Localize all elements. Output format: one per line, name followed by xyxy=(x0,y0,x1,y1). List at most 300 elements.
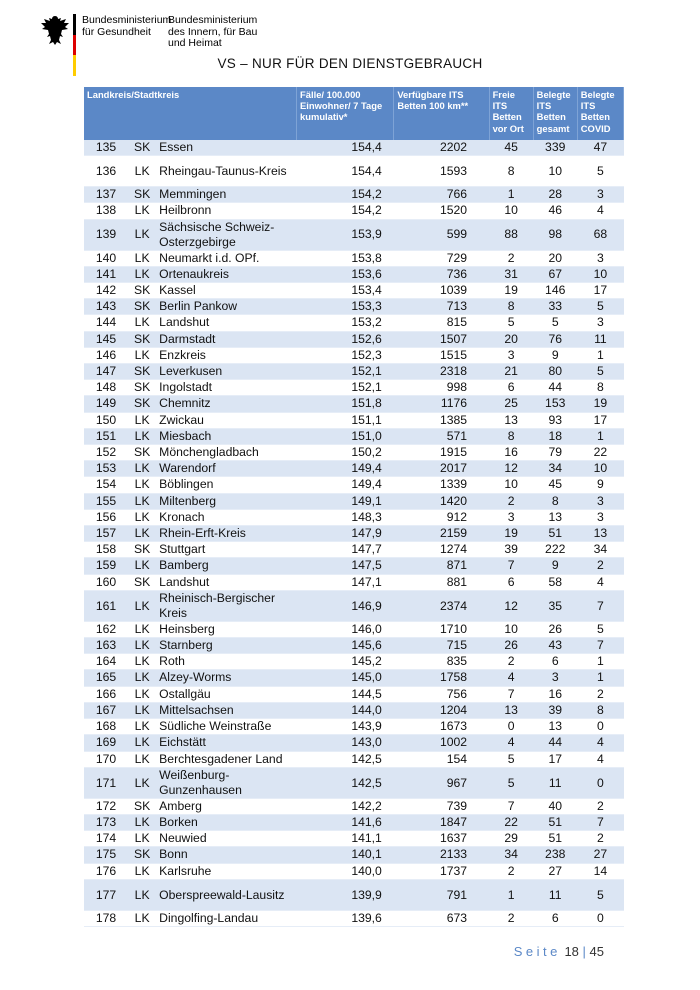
row-its-occupied: 13 xyxy=(533,719,577,735)
row-district: Darmstadt xyxy=(156,331,296,347)
table-row xyxy=(84,702,624,718)
row-its-free: 10 xyxy=(489,203,533,219)
row-its-available: 1507 xyxy=(394,331,489,347)
row-type: LK xyxy=(128,477,156,493)
row-its-free: 12 xyxy=(489,590,533,621)
page-footer xyxy=(514,944,604,959)
row-its-free: 88 xyxy=(489,219,533,250)
row-type: LK xyxy=(128,767,156,798)
row-its-occupied: 43 xyxy=(533,638,577,654)
row-type: SK xyxy=(128,574,156,590)
table-row xyxy=(84,187,624,203)
row-its-available: 998 xyxy=(394,380,489,396)
table-header-row xyxy=(84,87,624,140)
row-district: Südliche Weinstraße xyxy=(156,719,296,735)
row-district: Starnberg xyxy=(156,638,296,654)
row-type: LK xyxy=(128,670,156,686)
row-its-free: 45 xyxy=(489,140,533,156)
row-its-free: 29 xyxy=(489,831,533,847)
row-cases: 144,5 xyxy=(297,686,394,702)
table-row xyxy=(84,380,624,396)
row-its-covid: 27 xyxy=(577,847,623,863)
row-its-covid: 4 xyxy=(577,203,623,219)
row-its-occupied: 58 xyxy=(533,574,577,590)
row-district: Warendorf xyxy=(156,461,296,477)
row-type: LK xyxy=(128,702,156,718)
row-rank: 158 xyxy=(84,542,128,558)
row-type: LK xyxy=(128,428,156,444)
row-cases: 152,6 xyxy=(297,331,394,347)
row-rank: 157 xyxy=(84,526,128,542)
row-its-covid: 4 xyxy=(577,574,623,590)
row-its-available: 673 xyxy=(394,910,489,926)
row-cases: 152,3 xyxy=(297,347,394,363)
row-its-covid: 8 xyxy=(577,702,623,718)
row-cases: 146,9 xyxy=(297,590,394,621)
row-district: Oberspreewald-Lausitz xyxy=(156,879,296,910)
row-its-free: 3 xyxy=(489,347,533,363)
row-rank: 167 xyxy=(84,702,128,718)
table-row xyxy=(84,590,624,621)
row-its-covid: 4 xyxy=(577,735,623,751)
table-row xyxy=(84,219,624,250)
row-district: Heilbronn xyxy=(156,203,296,219)
row-its-free: 8 xyxy=(489,299,533,315)
row-type: SK xyxy=(128,331,156,347)
row-its-available: 2133 xyxy=(394,847,489,863)
row-its-available: 967 xyxy=(394,767,489,798)
row-its-occupied: 27 xyxy=(533,863,577,879)
page-total: 45 xyxy=(589,944,604,959)
ministry-health: Bundesministerium für Gesundheit xyxy=(82,14,172,38)
row-its-available: 1339 xyxy=(394,477,489,493)
table-row xyxy=(84,686,624,702)
row-its-occupied: 80 xyxy=(533,364,577,380)
row-type: LK xyxy=(128,719,156,735)
row-its-available: 729 xyxy=(394,250,489,266)
row-rank: 159 xyxy=(84,558,128,574)
row-its-free: 12 xyxy=(489,461,533,477)
row-type: SK xyxy=(128,364,156,380)
table-row xyxy=(84,751,624,767)
row-its-free: 5 xyxy=(489,767,533,798)
row-its-covid: 0 xyxy=(577,719,623,735)
table-row xyxy=(84,299,624,315)
header-its-covid: Belegte ITS Betten COVID xyxy=(577,87,623,140)
table-row xyxy=(84,735,624,751)
row-cases: 142,2 xyxy=(297,798,394,814)
row-cases: 154,4 xyxy=(297,156,394,187)
row-its-covid: 9 xyxy=(577,477,623,493)
row-district: Borken xyxy=(156,814,296,830)
row-cases: 143,0 xyxy=(297,735,394,751)
row-cases: 149,4 xyxy=(297,461,394,477)
row-its-available: 1673 xyxy=(394,719,489,735)
row-its-occupied: 5 xyxy=(533,315,577,331)
row-its-free: 39 xyxy=(489,542,533,558)
row-its-available: 739 xyxy=(394,798,489,814)
table-row xyxy=(84,621,624,637)
row-its-occupied: 339 xyxy=(533,140,577,156)
page-label: Seite xyxy=(513,944,561,959)
row-rank: 147 xyxy=(84,364,128,380)
row-cases: 141,1 xyxy=(297,831,394,847)
row-district: Karlsruhe xyxy=(156,863,296,879)
row-its-free: 6 xyxy=(489,574,533,590)
row-its-free: 7 xyxy=(489,798,533,814)
table-row xyxy=(84,477,624,493)
row-cases: 148,3 xyxy=(297,509,394,525)
row-its-covid: 1 xyxy=(577,347,623,363)
row-rank: 156 xyxy=(84,509,128,525)
federal-eagle-icon xyxy=(40,14,70,46)
row-rank: 148 xyxy=(84,380,128,396)
row-type: SK xyxy=(128,283,156,299)
row-type: SK xyxy=(128,299,156,315)
row-its-covid: 68 xyxy=(577,219,623,250)
row-type: SK xyxy=(128,445,156,461)
row-rank: 166 xyxy=(84,686,128,702)
row-type: LK xyxy=(128,266,156,282)
row-rank: 173 xyxy=(84,814,128,830)
row-its-occupied: 6 xyxy=(533,654,577,670)
table-row xyxy=(84,347,624,363)
row-its-covid: 13 xyxy=(577,526,623,542)
row-its-available: 1758 xyxy=(394,670,489,686)
row-cases: 150,2 xyxy=(297,445,394,461)
row-district: Neumarkt i.d. OPf. xyxy=(156,250,296,266)
row-cases: 146,0 xyxy=(297,621,394,637)
table-row xyxy=(84,831,624,847)
row-type: SK xyxy=(128,847,156,863)
row-its-covid: 10 xyxy=(577,266,623,282)
row-its-covid: 1 xyxy=(577,654,623,670)
row-rank: 178 xyxy=(84,910,128,926)
row-rank: 155 xyxy=(84,493,128,509)
row-rank: 144 xyxy=(84,315,128,331)
row-its-available: 713 xyxy=(394,299,489,315)
row-district: Miltenberg xyxy=(156,493,296,509)
row-its-free: 3 xyxy=(489,509,533,525)
row-district: Bonn xyxy=(156,847,296,863)
row-type: LK xyxy=(128,831,156,847)
row-type: SK xyxy=(128,396,156,412)
row-its-available: 1915 xyxy=(394,445,489,461)
row-cases: 139,6 xyxy=(297,910,394,926)
row-its-covid: 5 xyxy=(577,879,623,910)
row-cases: 145,0 xyxy=(297,670,394,686)
row-cases: 151,0 xyxy=(297,428,394,444)
row-rank: 171 xyxy=(84,767,128,798)
row-rank: 152 xyxy=(84,445,128,461)
row-its-covid: 4 xyxy=(577,751,623,767)
row-cases: 143,9 xyxy=(297,719,394,735)
row-cases: 144,0 xyxy=(297,702,394,718)
row-its-available: 2159 xyxy=(394,526,489,542)
row-its-free: 4 xyxy=(489,670,533,686)
row-its-occupied: 3 xyxy=(533,670,577,686)
row-rank: 174 xyxy=(84,831,128,847)
row-its-occupied: 9 xyxy=(533,347,577,363)
header-cases: Fälle/ 100.000 Einwohner/ 7 Tage kumulativ* xyxy=(297,87,394,140)
row-its-available: 2017 xyxy=(394,461,489,477)
row-rank: 140 xyxy=(84,250,128,266)
row-its-free: 2 xyxy=(489,654,533,670)
table-row xyxy=(84,558,624,574)
row-its-occupied: 35 xyxy=(533,590,577,621)
row-its-available: 1002 xyxy=(394,735,489,751)
row-district: Ingolstadt xyxy=(156,380,296,396)
row-its-available: 599 xyxy=(394,219,489,250)
row-type: LK xyxy=(128,461,156,477)
row-its-free: 31 xyxy=(489,266,533,282)
row-cases: 147,9 xyxy=(297,526,394,542)
row-its-available: 1420 xyxy=(394,493,489,509)
row-its-available: 1593 xyxy=(394,156,489,187)
row-type: LK xyxy=(128,814,156,830)
row-cases: 139,9 xyxy=(297,879,394,910)
row-rank: 154 xyxy=(84,477,128,493)
row-rank: 135 xyxy=(84,140,128,156)
row-its-covid: 14 xyxy=(577,863,623,879)
row-its-occupied: 40 xyxy=(533,798,577,814)
row-its-available: 912 xyxy=(394,509,489,525)
page-separator: | xyxy=(578,944,590,959)
row-rank: 172 xyxy=(84,798,128,814)
row-its-covid: 10 xyxy=(577,461,623,477)
row-cases: 151,1 xyxy=(297,412,394,428)
table-row xyxy=(84,266,624,282)
row-its-covid: 11 xyxy=(577,331,623,347)
row-type: LK xyxy=(128,509,156,525)
row-its-available: 1039 xyxy=(394,283,489,299)
row-type: LK xyxy=(128,621,156,637)
row-its-free: 19 xyxy=(489,526,533,542)
header-its-available: Verfügbare ITS Betten 100 km** xyxy=(394,87,489,140)
table-row xyxy=(84,847,624,863)
row-rank: 151 xyxy=(84,428,128,444)
row-its-covid: 3 xyxy=(577,315,623,331)
row-its-free: 2 xyxy=(489,250,533,266)
row-district: Landshut xyxy=(156,315,296,331)
row-rank: 139 xyxy=(84,219,128,250)
row-type: LK xyxy=(128,863,156,879)
row-its-available: 2318 xyxy=(394,364,489,380)
row-rank: 162 xyxy=(84,621,128,637)
row-type: SK xyxy=(128,380,156,396)
row-its-occupied: 67 xyxy=(533,266,577,282)
row-its-free: 1 xyxy=(489,187,533,203)
row-its-available: 1204 xyxy=(394,702,489,718)
row-district: Weißenburg-Gunzenhausen xyxy=(156,767,296,798)
table-row xyxy=(84,203,624,219)
row-its-covid: 1 xyxy=(577,670,623,686)
row-its-covid: 2 xyxy=(577,558,623,574)
header-district: Landkreis/Stadtkreis xyxy=(84,87,297,140)
row-its-covid: 5 xyxy=(577,364,623,380)
row-its-available: 154 xyxy=(394,751,489,767)
row-its-occupied: 28 xyxy=(533,187,577,203)
row-district: Mittelsachsen xyxy=(156,702,296,718)
row-district: Stuttgart xyxy=(156,542,296,558)
row-cases: 149,4 xyxy=(297,477,394,493)
row-district: Rhein-Erft-Kreis xyxy=(156,526,296,542)
row-its-occupied: 98 xyxy=(533,219,577,250)
row-district: Essen xyxy=(156,140,296,156)
row-rank: 160 xyxy=(84,574,128,590)
row-cases: 149,1 xyxy=(297,493,394,509)
table-row xyxy=(84,156,624,187)
row-its-free: 26 xyxy=(489,638,533,654)
row-rank: 153 xyxy=(84,461,128,477)
row-its-free: 0 xyxy=(489,719,533,735)
row-its-free: 5 xyxy=(489,315,533,331)
row-rank: 175 xyxy=(84,847,128,863)
row-its-available: 766 xyxy=(394,187,489,203)
row-its-free: 10 xyxy=(489,477,533,493)
table-row xyxy=(84,654,624,670)
table-row xyxy=(84,526,624,542)
row-rank: 137 xyxy=(84,187,128,203)
row-cases: 154,2 xyxy=(297,203,394,219)
row-rank: 136 xyxy=(84,156,128,187)
row-type: LK xyxy=(128,686,156,702)
row-its-occupied: 13 xyxy=(533,509,577,525)
row-its-free: 1 xyxy=(489,879,533,910)
row-type: LK xyxy=(128,156,156,187)
row-type: LK xyxy=(128,638,156,654)
row-its-covid: 19 xyxy=(577,396,623,412)
row-district: Rheingau-Taunus-Kreis xyxy=(156,156,296,187)
row-its-occupied: 20 xyxy=(533,250,577,266)
ministry-interior: Bundesministerium des Innern, für Bau und Heimat xyxy=(168,14,258,49)
row-its-occupied: 238 xyxy=(533,847,577,863)
row-rank: 146 xyxy=(84,347,128,363)
row-rank: 143 xyxy=(84,299,128,315)
row-its-available: 1515 xyxy=(394,347,489,363)
row-rank: 176 xyxy=(84,863,128,879)
row-cases: 154,2 xyxy=(297,187,394,203)
row-its-available: 1520 xyxy=(394,203,489,219)
row-its-covid: 17 xyxy=(577,412,623,428)
row-type: LK xyxy=(128,654,156,670)
row-its-covid: 17 xyxy=(577,283,623,299)
row-cases: 153,3 xyxy=(297,299,394,315)
row-its-available: 715 xyxy=(394,638,489,654)
row-rank: 168 xyxy=(84,719,128,735)
row-type: LK xyxy=(128,910,156,926)
row-its-covid: 47 xyxy=(577,140,623,156)
row-type: LK xyxy=(128,735,156,751)
row-its-covid: 2 xyxy=(577,798,623,814)
row-district: Böblingen xyxy=(156,477,296,493)
row-rank: 138 xyxy=(84,203,128,219)
row-its-occupied: 8 xyxy=(533,493,577,509)
row-type: SK xyxy=(128,798,156,814)
row-its-available: 1737 xyxy=(394,863,489,879)
row-district: Miesbach xyxy=(156,428,296,444)
row-its-available: 1637 xyxy=(394,831,489,847)
row-its-available: 756 xyxy=(394,686,489,702)
table-row xyxy=(84,283,624,299)
row-type: SK xyxy=(128,542,156,558)
row-its-available: 791 xyxy=(394,879,489,910)
row-cases: 147,5 xyxy=(297,558,394,574)
row-rank: 163 xyxy=(84,638,128,654)
row-its-covid: 22 xyxy=(577,445,623,461)
table-row xyxy=(84,670,624,686)
row-its-covid: 3 xyxy=(577,250,623,266)
table-row xyxy=(84,542,624,558)
row-its-covid: 3 xyxy=(577,493,623,509)
header-its-free: Freie ITS Betten vor Ort xyxy=(489,87,533,140)
row-its-occupied: 153 xyxy=(533,396,577,412)
row-its-free: 4 xyxy=(489,735,533,751)
row-cases: 140,0 xyxy=(297,863,394,879)
row-type: LK xyxy=(128,347,156,363)
row-type: LK xyxy=(128,751,156,767)
row-its-free: 25 xyxy=(489,396,533,412)
row-its-available: 1274 xyxy=(394,542,489,558)
row-its-available: 1385 xyxy=(394,412,489,428)
table-row xyxy=(84,396,624,412)
table-row xyxy=(84,910,624,926)
row-type: LK xyxy=(128,315,156,331)
row-its-covid: 7 xyxy=(577,814,623,830)
row-its-covid: 0 xyxy=(577,767,623,798)
row-cases: 154,4 xyxy=(297,140,394,156)
row-its-occupied: 79 xyxy=(533,445,577,461)
row-type: SK xyxy=(128,140,156,156)
row-its-available: 815 xyxy=(394,315,489,331)
row-district: Roth xyxy=(156,654,296,670)
table-row xyxy=(84,140,624,156)
table-row xyxy=(84,412,624,428)
row-cases: 142,5 xyxy=(297,767,394,798)
row-its-free: 8 xyxy=(489,428,533,444)
row-district: Chemnitz xyxy=(156,396,296,412)
row-district: Mönchengladbach xyxy=(156,445,296,461)
row-its-available: 2202 xyxy=(394,140,489,156)
row-its-covid: 7 xyxy=(577,638,623,654)
row-its-occupied: 39 xyxy=(533,702,577,718)
row-its-covid: 0 xyxy=(577,910,623,926)
row-its-occupied: 9 xyxy=(533,558,577,574)
row-its-occupied: 76 xyxy=(533,331,577,347)
row-type: LK xyxy=(128,412,156,428)
row-district: Zwickau xyxy=(156,412,296,428)
row-its-occupied: 26 xyxy=(533,621,577,637)
row-its-occupied: 51 xyxy=(533,814,577,830)
row-rank: 149 xyxy=(84,396,128,412)
row-cases: 140,1 xyxy=(297,847,394,863)
row-its-covid: 3 xyxy=(577,187,623,203)
table-row xyxy=(84,315,624,331)
row-type: LK xyxy=(128,879,156,910)
row-its-covid: 8 xyxy=(577,380,623,396)
row-cases: 151,8 xyxy=(297,396,394,412)
row-cases: 145,2 xyxy=(297,654,394,670)
row-district: Kronach xyxy=(156,509,296,525)
table-row xyxy=(84,331,624,347)
row-rank: 170 xyxy=(84,751,128,767)
row-its-occupied: 17 xyxy=(533,751,577,767)
table-row xyxy=(84,863,624,879)
page-number: 18 xyxy=(564,944,579,959)
row-its-covid: 2 xyxy=(577,831,623,847)
row-its-free: 19 xyxy=(489,283,533,299)
row-its-covid: 1 xyxy=(577,428,623,444)
